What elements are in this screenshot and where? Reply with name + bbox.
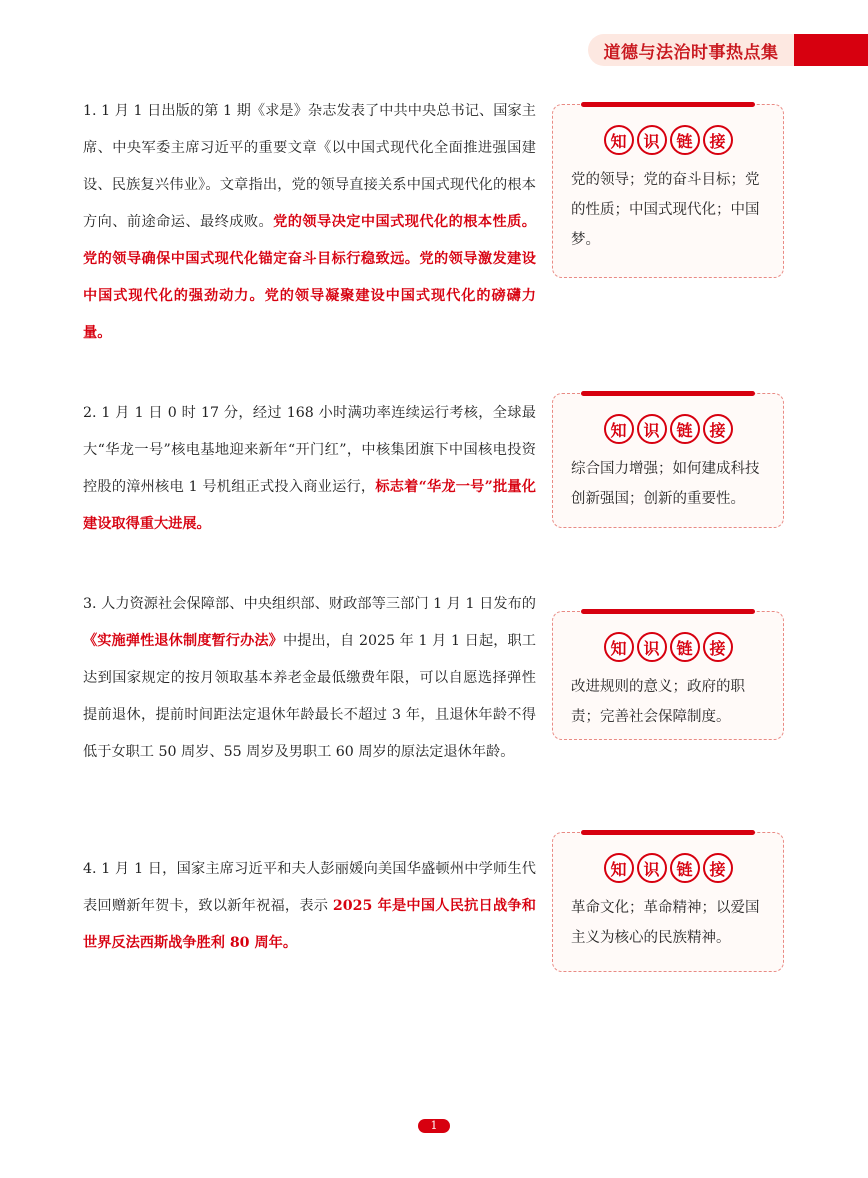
news-item-2 xyxy=(83,395,536,543)
badge-lian: 链 xyxy=(670,853,700,883)
card-1-text: 党的领导；党的奋斗目标；党的性质；中国式现代化；中国梦。 xyxy=(571,172,760,248)
knowledge-link-badges xyxy=(553,632,783,662)
knowledge-link-card-2 xyxy=(552,393,784,528)
knowledge-link-badges xyxy=(553,853,783,883)
badge-jie: 接 xyxy=(703,414,733,444)
badge-zhi: 知 xyxy=(604,853,634,883)
card-3-text: 改进规则的意义；政府的职责；完善社会保障制度。 xyxy=(571,679,745,725)
badge-zhi: 知 xyxy=(604,632,634,662)
news-item-3-highlight: 《实施弹性退休制度暂行办法》 xyxy=(83,633,283,649)
news-item-3-text-b: 中提出，自 2025 年 1 月 1 日起，职工达到国家规定的按月领取基本养老金最低缴费年限，可以自愿选择弹性提前退休，提前时间距法定退休年龄最长不超过 3 年，且退休年龄不得低于女职工 50 周岁、55 周岁及男职工 60 周岁的原法定退休年龄。 xyxy=(83,633,536,760)
news-item-4-highlight: 2025 年是中国人民抗日战争和世界反法西斯战争胜利 80 周年。 xyxy=(83,898,536,951)
badge-shi: 识 xyxy=(637,853,667,883)
header-tab xyxy=(588,34,794,66)
card-top-bar xyxy=(581,391,755,396)
knowledge-link-card-1 xyxy=(552,104,784,278)
news-item-4-text: 4. 1 月 1 日，国家主席习近平和夫人彭丽媛向美国华盛顿州中学师生代表回赠新年贺卡，致以新年祝福，表示 xyxy=(83,861,536,914)
news-item-4 xyxy=(83,851,536,962)
header-title: 道德与法治时事热点集 xyxy=(603,42,779,63)
news-item-3-text-a: 3. 人力资源社会保障部、中央组织部、财政部等三部门 1 月 1 日发布的 xyxy=(83,596,536,612)
card-top-bar xyxy=(581,102,755,107)
badge-zhi: 知 xyxy=(604,414,634,444)
badge-lian: 链 xyxy=(670,414,700,444)
card-2-text: 综合国力增强；如何建成科技创新强国；创新的重要性。 xyxy=(571,461,760,507)
card-top-bar xyxy=(581,830,755,835)
badge-lian: 链 xyxy=(670,632,700,662)
badge-lian: 链 xyxy=(670,125,700,155)
badge-shi: 识 xyxy=(637,125,667,155)
badge-jie: 接 xyxy=(703,632,733,662)
knowledge-link-card-3 xyxy=(552,611,784,740)
card-top-bar xyxy=(581,609,755,614)
news-item-2-highlight: 标志着“华龙一号”批量化建设取得重大进展。 xyxy=(83,479,536,532)
badge-zhi: 知 xyxy=(604,125,634,155)
knowledge-link-badges xyxy=(553,414,783,444)
badge-shi: 识 xyxy=(637,414,667,444)
news-item-3 xyxy=(83,586,536,771)
badge-shi: 识 xyxy=(637,632,667,662)
knowledge-link-badges xyxy=(553,125,783,155)
page-number: 1 xyxy=(418,1119,450,1133)
news-item-2-text: 2. 1 月 1 日 0 时 17 分，经过 168 小时满功率连续运行考核，全球最大“华龙一号”核电基地迎来新年“开门红”，中核集团旗下中国核电投资控股的漳州核电 1 号机组正式投入商业运行， xyxy=(83,405,536,495)
card-4-text: 革命文化；革命精神；以爱国主义为核心的民族精神。 xyxy=(571,900,760,946)
header-accent-bar xyxy=(794,34,868,66)
badge-jie: 接 xyxy=(703,125,733,155)
news-item-1-text: 1. 1 月 1 日出版的第 1 期《求是》杂志发表了中共中央总书记、国家主席、中央军委主席习近平的重要文章《以中国式现代化全面推进强国建设、民族复兴伟业》。文章指出，党的领导直接关系中国式现代化的根本方向、前途命运、最终成败。 xyxy=(83,103,536,230)
badge-jie: 接 xyxy=(703,853,733,883)
knowledge-link-card-4 xyxy=(552,832,784,972)
news-item-1-highlight: 党的领导决定中国式现代化的根本性质。党的领导确保中国式现代化锚定奋斗目标行稳致远。党的领导激发建设中国式现代化的强劲动力。党的领导凝聚建设中国式现代化的磅礴力量。 xyxy=(83,214,536,341)
news-item-1 xyxy=(83,93,536,352)
